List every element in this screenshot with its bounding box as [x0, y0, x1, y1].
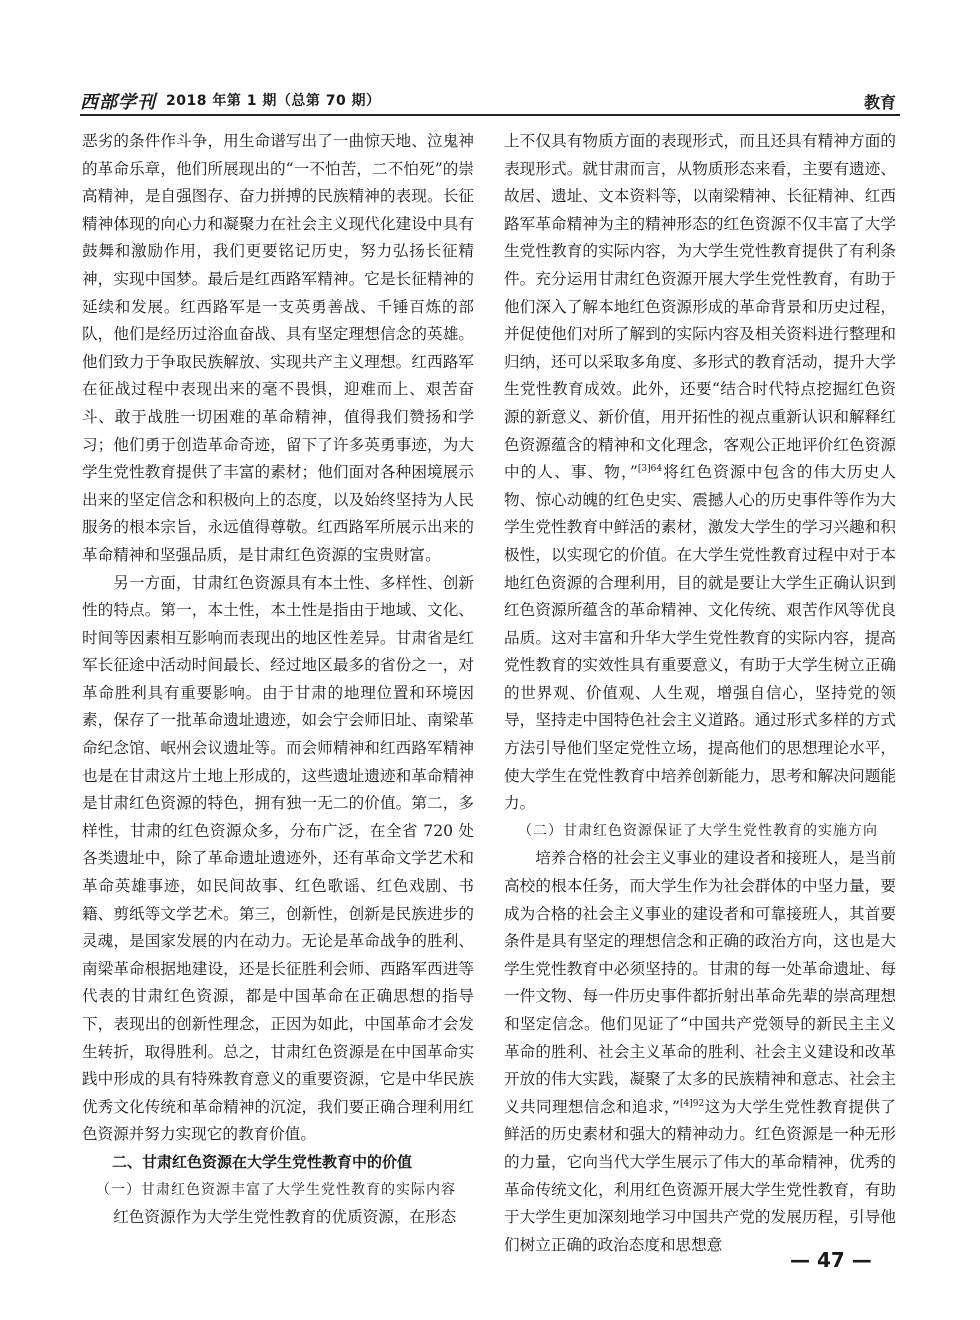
right-column	[504, 128, 896, 1259]
section-heading: 二、甘肃红色资源在大学生党性教育中的价值	[112, 1152, 413, 1171]
paragraph	[504, 128, 896, 818]
page-number: — 47 —	[790, 1248, 872, 1272]
paragraph-text: 将红色资源中包含的伟大历史人物、惊心动魄的红色史实、震撼人心的历史事件等作为大学生党性教育中鲜活的素材，激发大学生的学习兴趣和积极性，以实现它的价值。在大学生党性教育过程中对于本地红色资源的合理利用，目的就是要让大学生正确认识到红色资源所蕴含的革命精神、文化传统、艰苦作风等优良品质。这对丰富和升华大学生党性教育的实际内容，提高党性教育的实效性具有重要意义，有助于大学生树立正确的世界观、价值观、人生观，增强自信心，坚持党的领导，坚持走中国特色社会主义道路。通过形式多样的方式方法引导他们坚定党性立场，提高他们的思想理论水平，使大学生在党性教育中培养创新能力，思考和解决问题能力。	[504, 463, 896, 813]
paragraph-text: 上不仅具有物质方面的表现形式，而且还具有精神方面的表现形式。就甘肃而言，从物质形态来看，主要有遗迹、故居、遗址、文本资料等，以南梁精神、长征精神、红西路军革命精神为主的精神形态的红色资源不仅丰富了大学生党性教育的实际内容，为大学生党性教育提供了有利条件。充分运用甘肃红色资源开展大学生党性教育，有助于他们深入了解本地红色资源形成的革命背景和历史过程，并促使他们对所了解到的实际内容及相关资料进行整理和归纳，还可以采取多角度、多形式的教育活动，提升大学生党性教育成效。此外，还要“结合时代特点挖掘红色资源的新意义、新价值，用开拓性的视点重新认识和解释红色资源蕴含的精神和文化理念，客观公正地评价红色资源中的人、事、物，”	[504, 132, 896, 482]
citation-marker: [4]92	[679, 1098, 705, 1109]
header-divider	[80, 114, 900, 116]
running-header	[80, 88, 900, 112]
paragraph: 另一方面，甘肃红色资源具有本土性、多样性、创新性的特点。第一，本土性，本土性是指由于地域、文化、时间等因素相互影响而表现出的地区性差异。甘肃省是红军长征途中活动时间最长、经过地区最多的省份之一，对革命胜利具有重要影响。由于甘肃的地理位置和环境因素，保存了一批革命遗址遗迹，如会宁会师旧址、南梁革命纪念馆、岷州会议遗址等。而会师精神和红西路军精神也是在甘肃这片土地上形成的，这些遗址遗迹和革命精神是甘肃红色资源的特色，拥有独一无二的价值。第二，多样性，甘肃的红色资源众多，分布广泛，在全省 720 处各类遗址中，除了革命遗址遗迹外，还有革命文学艺术和革命英雄事迹，如民间故事、红色歌谣、红色戏剧、书籍、剪纸等文学艺术。第三，创新性，创新是民族进步的灵魂，是国家发展的内在动力。无论是革命战争的胜利、南梁革命根据地建设，还是长征胜利会师、西路军西进等代表的甘肃红色资源，都是中国革命在正确思想的指导下，表现出的创新性理念，正因为如此，中国革命才会发生转折，取得胜利。总之，甘肃红色资源是在中国革命实践中形成的具有特殊教育意义的重要资源，它是中华民族优秀文化传统和革命精神的沉淀，我们要正确合理利用红色资源并努力实现它的教育价值。	[82, 573, 474, 1144]
paragraph: 恶劣的条件作斗争，用生命谱写出了一曲惊天地、泣鬼神的革命乐章，他们所展现出的“一不怕苦，二不怕死”的崇高精神，是自强图存、奋力拼搏的民族精神的表现。长征精神体现的向心力和凝聚力在社会主义现代化建设中具有鼓舞和激励作用，我们更要铭记历史，努力弘扬长征精神，实现中国梦。最后是红西路军精神。它是长征精神的延续和发展。红西路军是一支英勇善战、千锤百炼的部队，他们是经历过浴血奋战、具有坚定理想信念的英雄。他们致力于争取民族解放、实现共产主义理想。红西路军在征战过程中表现出来的毫不畏惧，迎难而上、艰苦奋斗、敢于战胜一切困难的革命精神，值得我们赞扬和学习；他们勇于创造革命奇迹，留下了许多英勇事迹，为大学生党性教育提供了丰富的素材；他们面对各种困境展示出来的坚定信念和积极向上的态度，以及始终坚持为人民服务的根本宗旨，永远值得尊敬。红西路军所展示出来的革命精神和坚强品质，是甘肃红色资源的宝贵财富。	[82, 132, 474, 564]
section-name: 教育	[863, 93, 896, 112]
journal-title: 西部学刊	[80, 92, 156, 113]
paragraph: 红色资源作为大学生党性教育的优质资源，在形态	[113, 1208, 457, 1227]
issue-info: 2018 年第 1 期（总第 70 期）	[166, 93, 381, 109]
subsection-heading: （一）甘肃红色资源丰富了大学生党性教育的实际内容	[96, 1181, 456, 1198]
citation-marker: [3]64	[637, 463, 663, 474]
paragraph-text: 这为大学生党性教育提供了鲜活的历史素材和强大的精神动力。红色资源是一种无形的力量，它向当代大学生展示了伟大的革命精神，优秀的革命传统文化，利用红色资源开展大学生党性教育，有助于大学生更加深刻地学习中国共产党的发展历程，引导他们树立正确的政治态度和思想意	[504, 1097, 896, 1254]
paragraph-text: 培养合格的社会主义事业的建设者和接班人，是当前高校的根本任务，而大学生作为社会群体的中坚力量，要成为合格的社会主义事业的建设者和可靠接班人，其首要条件是具有坚定的理想信念和正确的政治方向，这也是大学生党性教育中必须坚持的。甘肃的每一处革命遗址、每一件文物、每一件历史事件都折射出革命先辈的崇高理想和坚定信念。他们见证了“中国共产党领导的新民主主义革命的胜利、社会主义革命的胜利、社会主义建设和改革开放的伟大实践，凝聚了太多的民族精神和意志、社会主义共同理想信念和追求，”	[504, 849, 896, 1116]
left-column	[82, 128, 474, 1232]
subsection-heading: （二）甘肃红色资源保证了大学生党性教育的实施方向	[518, 822, 878, 839]
paragraph	[504, 845, 896, 1259]
